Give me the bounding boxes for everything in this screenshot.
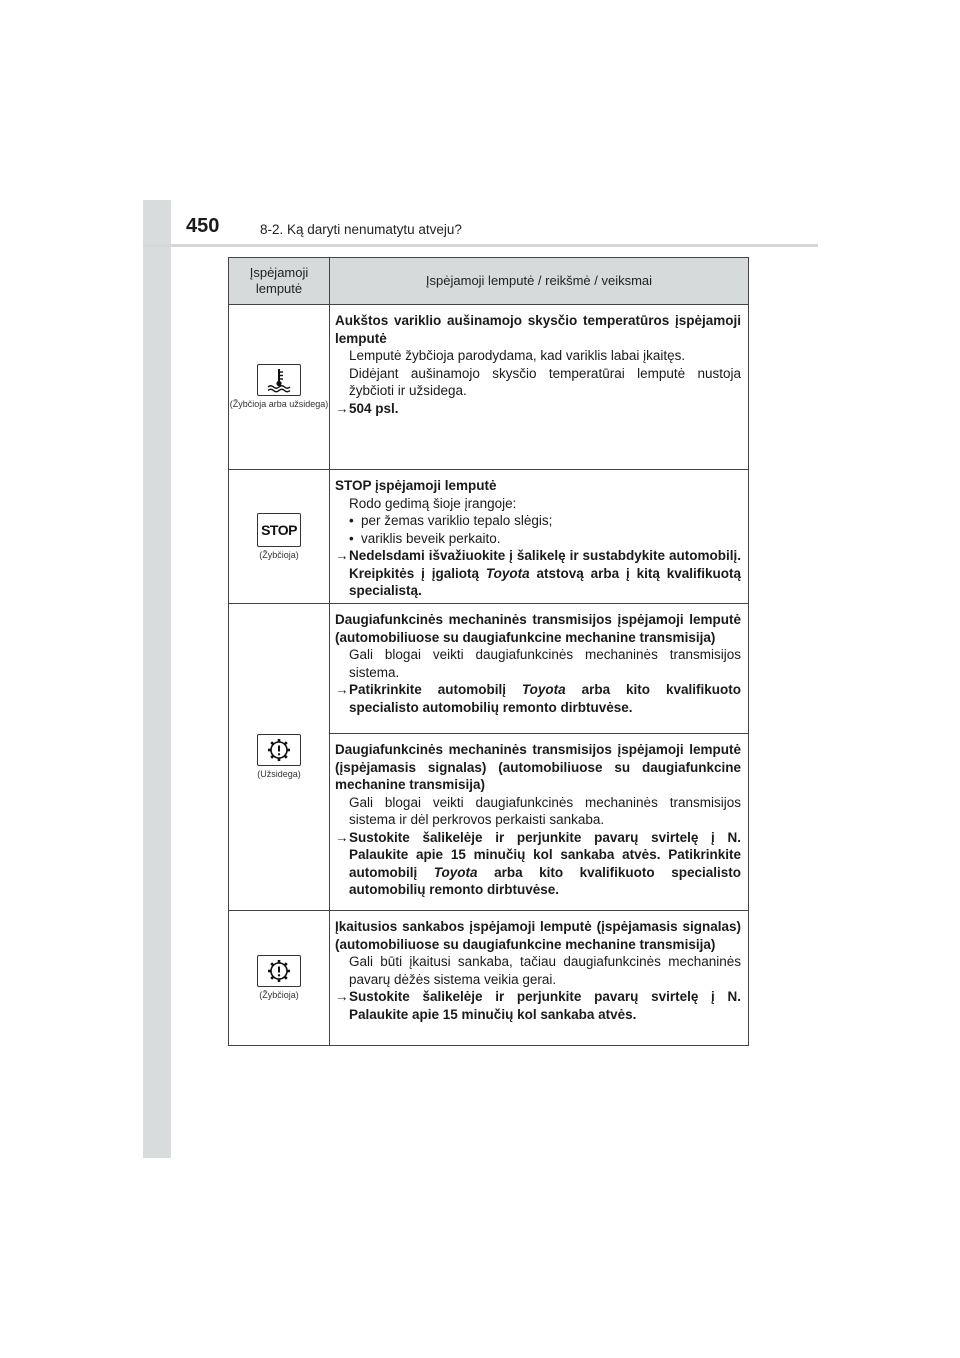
description-text: Gali būti įkaitusi sankaba, tačiau daugiafunkcinės mechaninės pavarų dėžės sistema veikia gerai. [349, 954, 741, 987]
lamp-cell [229, 305, 330, 469]
description-text: Gali blogai veikti daugiafunkcinės mechaninės transmisijos sistema ir dėl perkrovos perkaisti sankaba. [349, 794, 741, 827]
arrow-icon: → [335, 989, 349, 1004]
lamp-caption: (Užsidega) [257, 769, 301, 780]
table-row [229, 604, 748, 911]
column-header-lamp: Įspėjamoji lemputė [229, 258, 330, 304]
section-title: 8-2. Ką daryti nenumatytu atveju? [260, 222, 462, 237]
description-text: Lemputė žybčioja parodydama, kad variklis labai įkaitęs. [349, 348, 686, 363]
description-text: Rodo gedimą šioje įrangoje: [349, 495, 517, 511]
lamp-cell [229, 604, 330, 910]
arrow-icon: → [335, 682, 349, 697]
brand-name: Toyota [485, 565, 530, 581]
lamp-title: Aukštos variklio aušinamojo skysčio temperatūros įspėjamoji lemputė [335, 313, 741, 346]
lamp-title: Įkaitusios sankabos įspėjamoji lemputė (įspėjamasis signalas) (automobiliuose su daugiafunkcine mechanine transmisija) [335, 919, 741, 952]
bullet-item: • variklis beveik perkaito. [349, 530, 501, 546]
action-text: →Patikrinkite automobilį Toyota arba kito kvalifikuoto specialisto automobilių remonto dirbtuvėse. [335, 682, 741, 715]
lamp-description [330, 733, 748, 907]
lamp-caption: (Žybčioja arba užsidega) [229, 399, 329, 410]
brand-name: Toyota [433, 864, 478, 880]
transmission-gear-warning-icon [257, 955, 301, 987]
table-row [229, 305, 748, 470]
brand-name: Toyota [521, 682, 566, 697]
lamp-description [330, 604, 748, 733]
lamp-description [330, 911, 748, 1031]
lamp-cell [229, 470, 330, 603]
warning-lights-table [228, 257, 749, 1046]
action-text [335, 400, 741, 418]
arrow-icon: → [335, 829, 349, 845]
column-header-description: Įspėjamoji lemputė / reikšmė / veiksmai [425, 272, 653, 288]
table-row [229, 470, 748, 604]
transmission-gear-warning-icon [257, 734, 301, 766]
lamp-title: Daugiafunkcinės mechaninės transmisijos įspėjamoji lemputė (įspėjamasis signalas) (automobiliuose su daugiafunkcine mechanine transmisija) [335, 742, 741, 792]
lamp-caption: (Žybčioja) [259, 549, 299, 560]
lamp-title: STOP įspėjamoji lemputė [335, 478, 497, 493]
bullet-icon: • [349, 530, 354, 546]
page-number: 450 [186, 215, 220, 237]
description-text: Gali blogai veikti daugiafunkcinės mechaninės transmisijos sistema. [349, 647, 741, 680]
lamp-title: Daugiafunkcinės mechaninės transmisijos įspėjamoji lemputė (automobiliuose su daugiafunkcine mechanine transmisija) [335, 612, 741, 645]
arrow-icon: → [335, 548, 349, 563]
lamp-description [330, 470, 748, 608]
stop-warning-icon: STOP [257, 513, 301, 547]
description-text: Didėjant aušinamojo skysčio temperatūrai lemputė nustoja žybčioti ir užsidega. [349, 365, 741, 398]
action-text: →Sustokite šalikelėje ir perjunkite pavarų svirtelę į N. Palaukite apie 15 minučių kol sankaba atvės. Patikrinkite automobilį Toyota arba kito kvalifikuoto specialisto automobilių remonto dirbtuvėse. [335, 829, 741, 897]
table-row [229, 911, 748, 1046]
lamp-caption: (Žybčioja) [259, 990, 299, 1001]
lamp-description [330, 305, 748, 425]
table-header [229, 258, 748, 305]
side-tab-strip [143, 200, 171, 1158]
coolant-temperature-icon [257, 364, 301, 396]
page-reference: 504 psl. [349, 400, 399, 416]
action-text: →Nedelsdami išvažiuokite į šalikelę ir sustabdykite automobilį. Kreipkitės į įgaliotą Toyota atstovą arba į kitą kvalifikuotą specialistą. [335, 548, 741, 598]
bullet-item: • per žemas variklio tepalo slėgis; [349, 513, 553, 528]
header-rule [143, 244, 818, 247]
bullet-icon: • [349, 513, 354, 528]
arrow-icon: → [335, 400, 349, 416]
action-text: →Sustokite šalikelėje ir perjunkite pavarų svirtelę į N. Palaukite apie 15 minučių kol sankaba atvės. [335, 989, 741, 1022]
lamp-cell [229, 911, 330, 1045]
